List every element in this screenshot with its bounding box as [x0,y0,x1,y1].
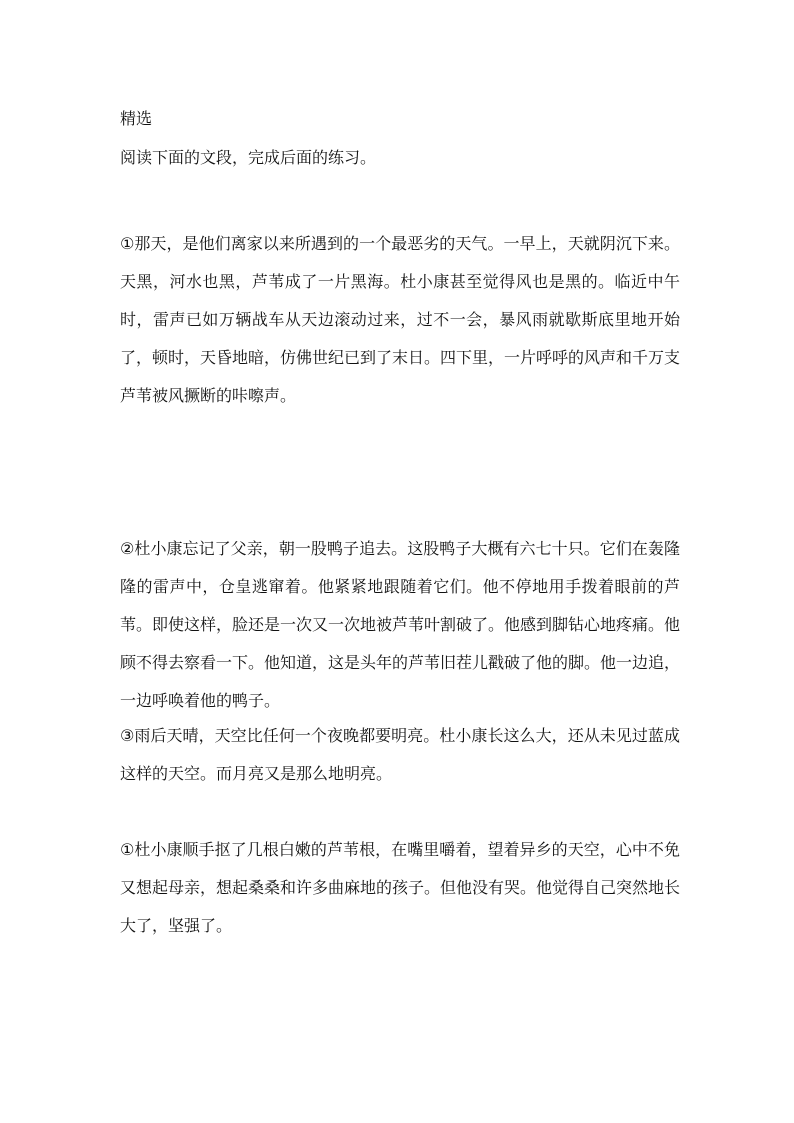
exercise-instruction: 阅读下面的文段，完成后面的练习。 [120,148,377,167]
passage-paragraph-3: ③雨后天晴，天空比任何一个夜晚都要明亮。杜小康长这么大，还从未见过蓝成这样的天空。而月亮又是那么地明亮。 [120,726,680,783]
passage-paragraph-1: ①那天，是他们离家以来所遇到的一个最恶劣的天气。一早上，天就阴沉下来。天黑，河水也黑，芦苇成了一片黑海。杜小康甚至觉得风也是黑的。临近中午时，雷声已如万辆战车从天边滚动过来，过不一会，暴风雨就歇斯底里地开始了，顿时，天昏地暗，仿佛世纪已到了末日。四下里，一片呼呼的风声和千万支芦苇被风撅断的咔嚓声。 [120,234,681,405]
passage-paragraph-2: ②杜小康忘记了父亲，朝一股鸭子追去。这股鸭子大概有六七十只。它们在轰隆隆的雷声中，仓皇逃窜着。他紧紧地跟随着它们。他不停地用手拨着眼前的芦苇。即使这样，脸还是一次又一次地被芦苇叶割破了。他感到脚钻心地疼痛。他顾不得去察看一下。他知道，这是头年的芦苇旧茬儿戳破了他的脚。他一边追，一边呼唤着他的鸭子。 [120,539,681,710]
passage-paragraph-4: ①杜小康顺手抠了几根白嫩的芦苇根，在嘴里嚼着，望着异乡的天空，心中不免又想起母亲，想起桑桑和许多曲麻地的孩子。但他没有哭。他觉得自己突然地长大了，坚强了。 [120,840,681,935]
section-heading: 精选 [120,109,153,128]
